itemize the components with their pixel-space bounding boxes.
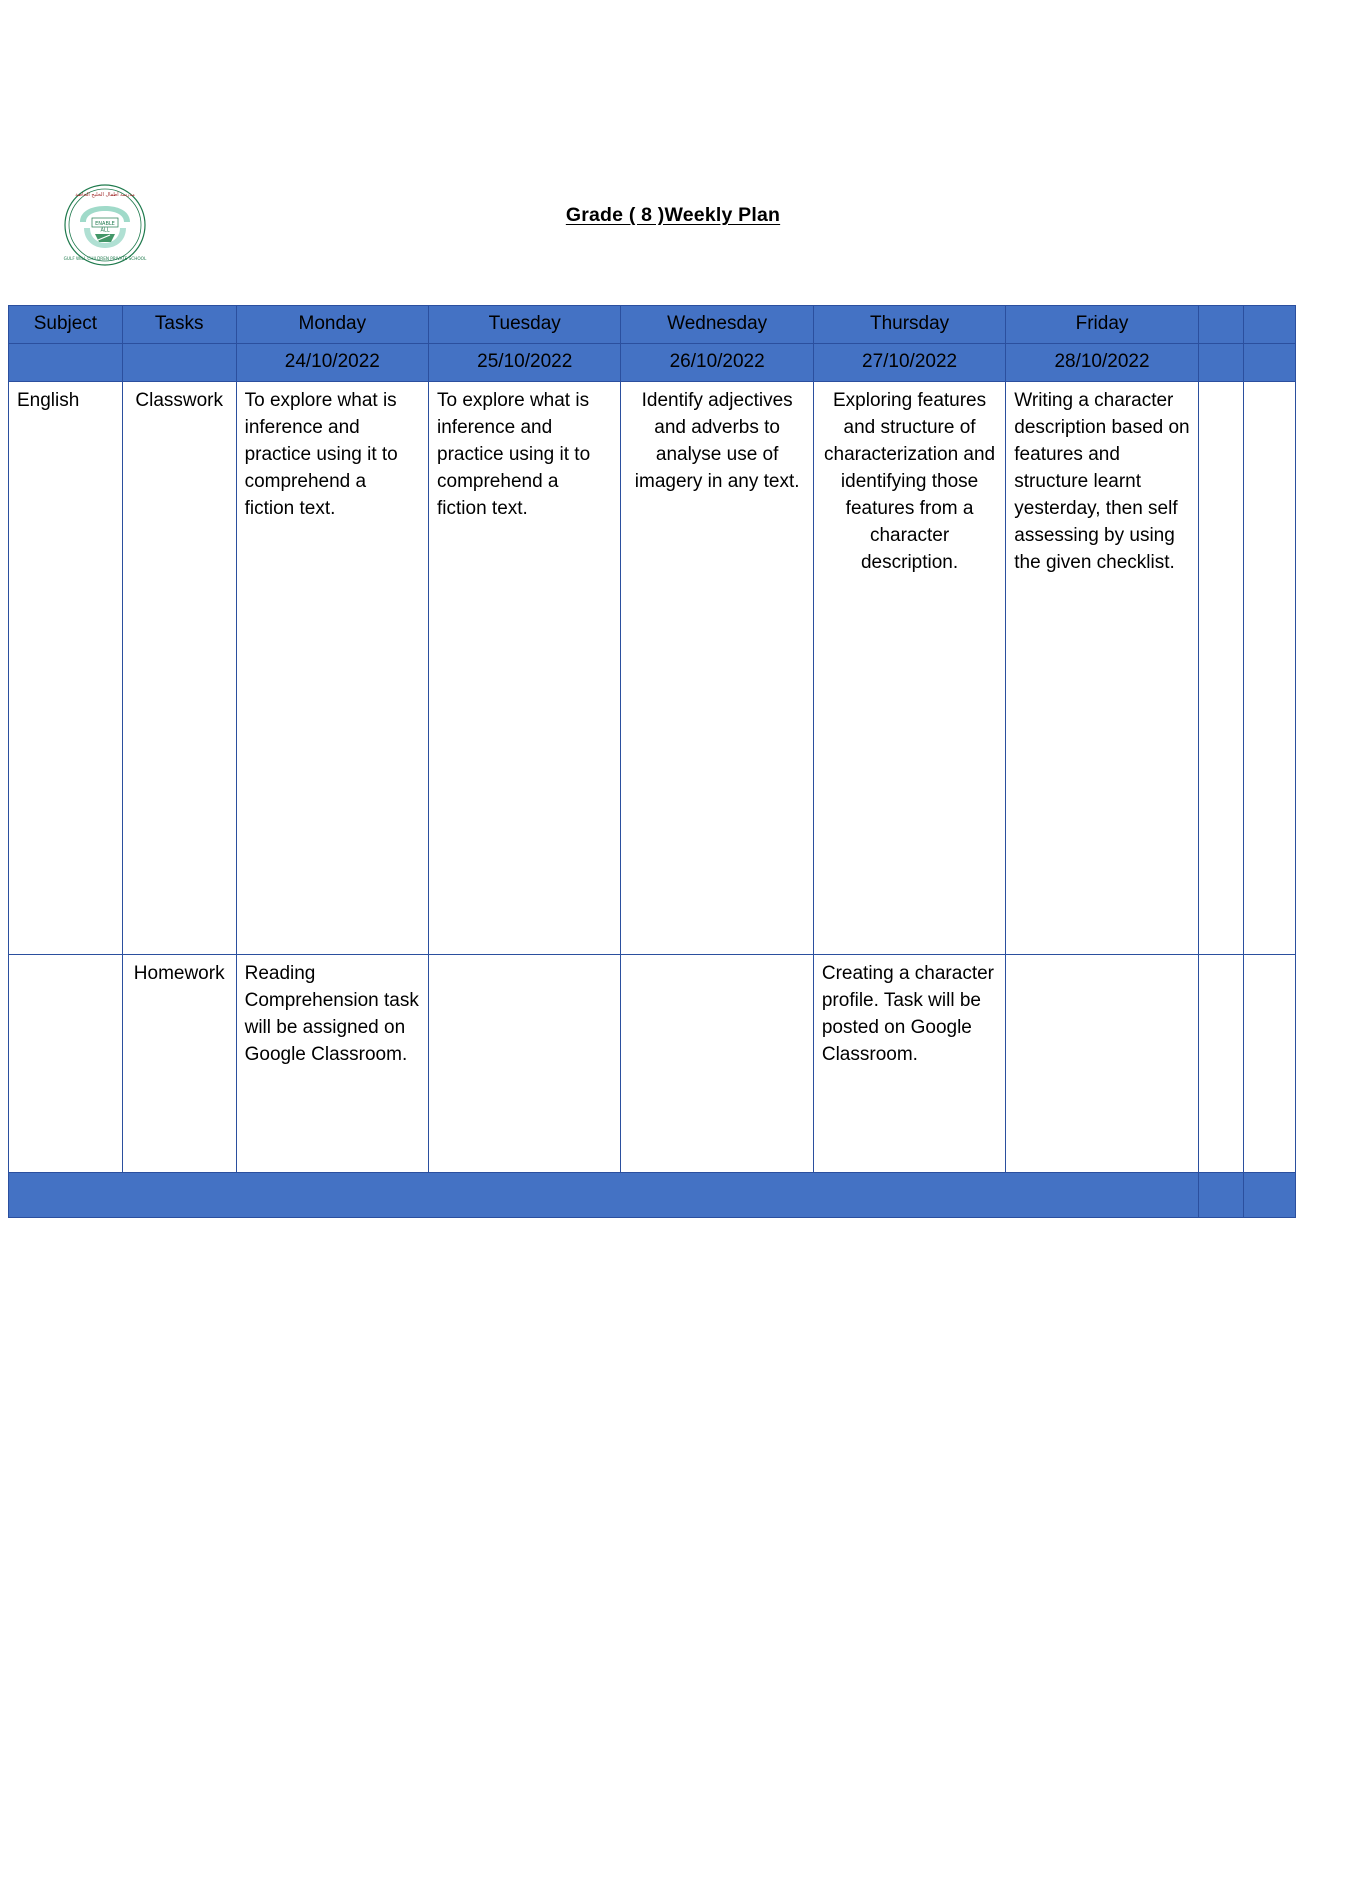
- table-row: [9, 381, 1296, 954]
- cell-homework-monday: Reading Comprehension task will be assigned on Google Classroom.: [236, 954, 428, 1172]
- footer-bar-extra-1: [1198, 1172, 1244, 1217]
- cell-homework-tuesday: [429, 954, 621, 1172]
- footer-bar-left: [9, 1172, 1199, 1217]
- footer-bar-extra-2: [1244, 1172, 1296, 1217]
- cell-classwork-thursday: Exploring features and structure of characterization and identifying those features from a character description.: [813, 381, 1005, 954]
- svg-text:GULF WILL CHILDREN PRIVATE SCH: GULF WILL CHILDREN PRIVATE SCHOOL: [63, 256, 147, 261]
- table-footer-row: [9, 1172, 1296, 1217]
- cell-task-classwork: Classwork: [122, 381, 236, 954]
- header-date-extra-1: [1198, 343, 1244, 381]
- header-date-tuesday: 25/10/2022: [429, 343, 621, 381]
- cell-classwork-extra-1: [1198, 381, 1244, 954]
- header-subject-spacer: [9, 343, 123, 381]
- cell-classwork-extra-2: [1244, 381, 1296, 954]
- page-title: [0, 204, 1346, 227]
- header-day-friday: Friday: [1006, 306, 1198, 344]
- cell-classwork-tuesday: To explore what is inference and practice using it to comprehend a fiction text.: [429, 381, 621, 954]
- table-header-days-row: [9, 306, 1296, 344]
- header-date-extra-2: [1244, 343, 1296, 381]
- header-extra-2: [1244, 306, 1296, 344]
- svg-text:ALL: ALL: [100, 227, 110, 234]
- header-date-monday: 24/10/2022: [236, 343, 428, 381]
- cell-classwork-friday: Writing a character description based on features and structure learnt yesterday, then self assessing by using the given checklist.: [1006, 381, 1198, 954]
- cell-classwork-wednesday: Identify adjectives and adverbs to analyse use of imagery in any text.: [621, 381, 813, 954]
- table-header-dates-row: [9, 343, 1296, 381]
- header-day-monday: Monday: [236, 306, 428, 344]
- svg-text:ENABLE: ENABLE: [95, 221, 115, 227]
- cell-homework-extra-1: [1198, 954, 1244, 1172]
- header-day-tuesday: Tuesday: [429, 306, 621, 344]
- header-date-thursday: 27/10/2022: [813, 343, 1005, 381]
- header-tasks: Tasks: [122, 306, 236, 344]
- weekly-plan-table-container: [8, 305, 1296, 1218]
- cell-subject-english: English: [9, 381, 123, 954]
- cell-classwork-monday: To explore what is inference and practice using it to comprehend a fiction text.: [236, 381, 428, 954]
- weekly-plan-table: [8, 305, 1296, 1218]
- header-subject: Subject: [9, 306, 123, 344]
- header-tasks-spacer: [122, 343, 236, 381]
- cell-subject-blank: [9, 954, 123, 1172]
- svg-text:مدرسة أطفال الخليج الخاصة: مدرسة أطفال الخليج الخاصة: [75, 192, 135, 198]
- cell-homework-friday: [1006, 954, 1198, 1172]
- cell-homework-wednesday: [621, 954, 813, 1172]
- header-day-thursday: Thursday: [813, 306, 1005, 344]
- cell-homework-extra-2: [1244, 954, 1296, 1172]
- cell-task-homework: Homework: [122, 954, 236, 1172]
- header-date-wednesday: 26/10/2022: [621, 343, 813, 381]
- table-row: [9, 954, 1296, 1172]
- page-title-text: Grade ( 8 )Weekly Plan: [565, 204, 781, 226]
- document-header: [0, 172, 1346, 282]
- header-day-wednesday: Wednesday: [621, 306, 813, 344]
- cell-homework-thursday: Creating a character profile. Task will be posted on Google Classroom.: [813, 954, 1005, 1172]
- header-extra-1: [1198, 306, 1244, 344]
- header-date-friday: 28/10/2022: [1006, 343, 1198, 381]
